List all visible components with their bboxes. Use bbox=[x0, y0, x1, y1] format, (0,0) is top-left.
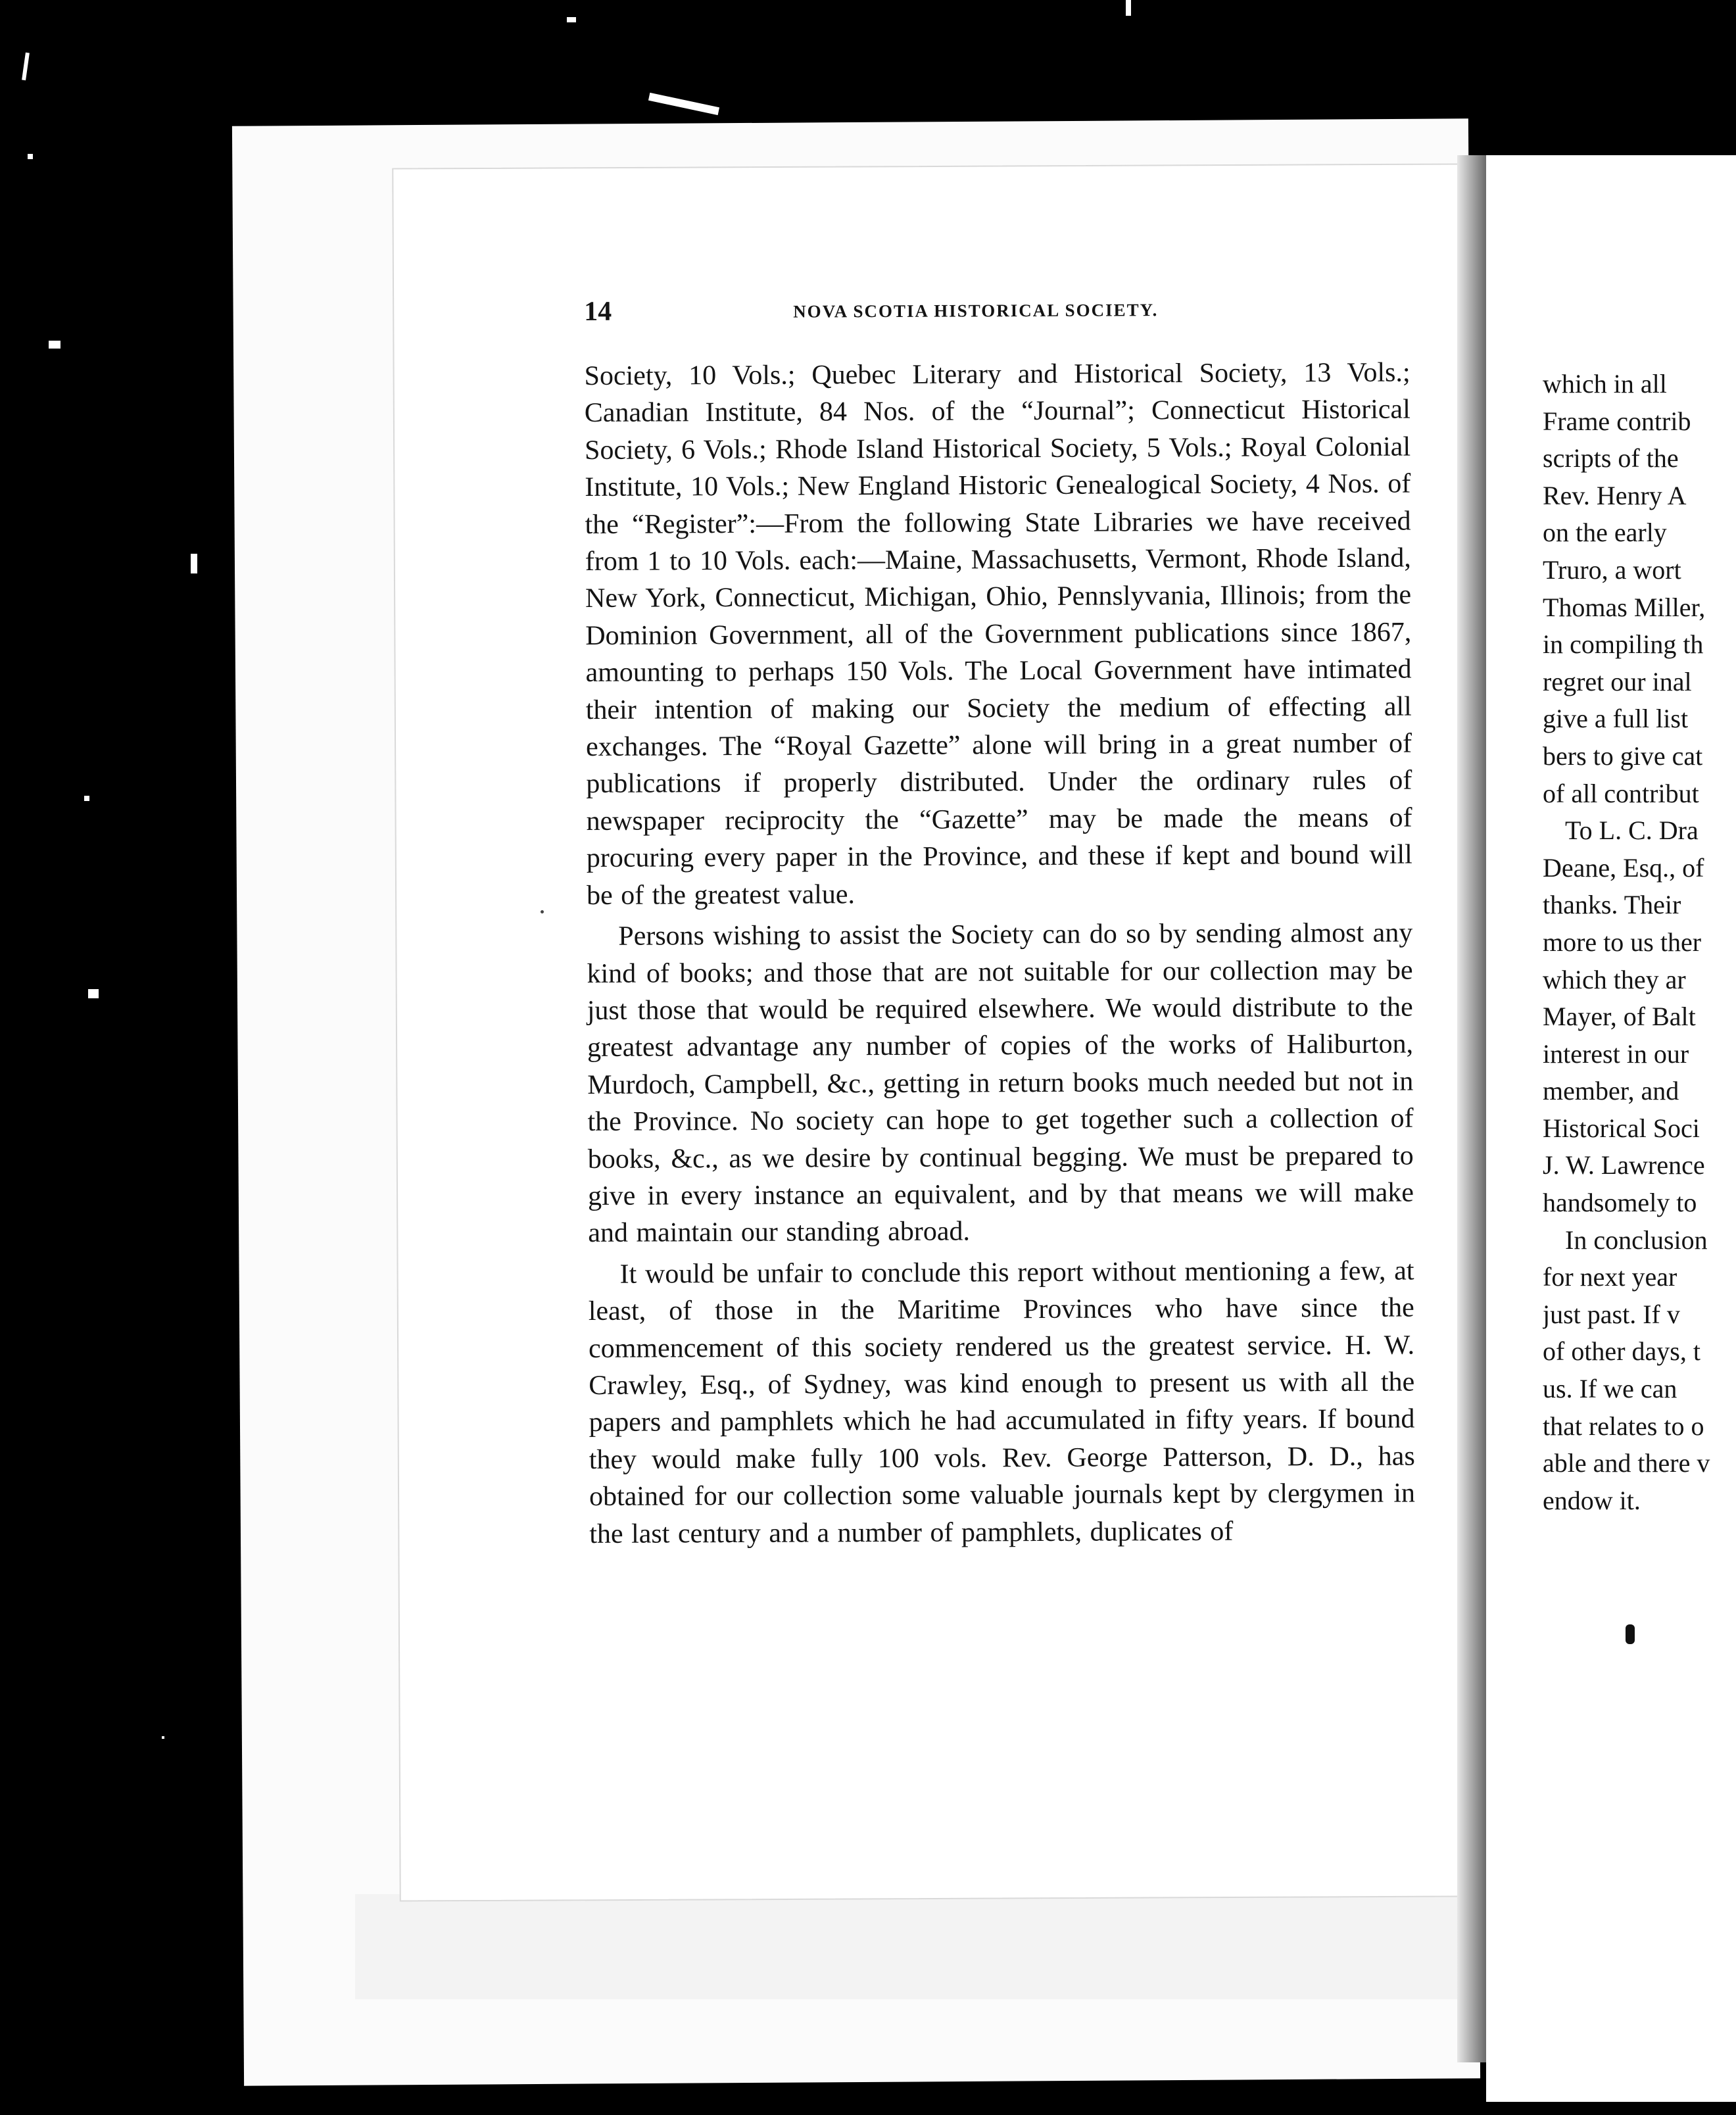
text-line: Truro, a wort bbox=[1543, 554, 1681, 585]
text-line: able and there v bbox=[1543, 1448, 1710, 1478]
paragraph: Society, 10 Vols.; Quebec Literary and Historical Society, 13 Vols.; Canadian Institute, 84 Nos. of the “Journal”; Connecticut Historical Society, 6 Vols.; Rhode Island Historical Society, 5 Vols.; Royal Colonial Institute, 10 Vols.; New England Historic Genealogical Society, 4 Nos. of the “Register”:—From the following State Libraries we have received from 1 to 10 Vols. each:—Maine, Massachusetts, Vermont, Rhode Island, New York, Connecticut, Michigan, Ohio, Pennslyvania, Illinois; from the Dominion Government, all of the Government publications since 1867, amounting to perhaps 150 Vols. The Local Government have intimated their intention of making our Society the medium of effecting all exchanges. The “Royal Gazette” alone will bring in a great number of publications if properly distributed. Under the ordinary rules of newspaper reciprocity the “Gazette” may be made the means of procuring every paper in the Province, and these if kept and bound will be of the greatest value. bbox=[584, 357, 1412, 911]
scan-speck bbox=[567, 17, 576, 22]
ink-dot bbox=[541, 910, 544, 913]
scan-speck bbox=[648, 93, 719, 115]
text-line: handsomely to bbox=[1543, 1188, 1697, 1218]
text-line: endow it. bbox=[1543, 1485, 1641, 1515]
text-line: for next year bbox=[1543, 1262, 1677, 1292]
paragraph: Persons wishing to assist the Society can do so by sending almost any kind of books; and those that are not suitable for our collection may be just those that would be required elsewhere. We would distribute to the greatest advantage any number of copies of the works of Haliburton, Murdoch, Campbell, &c., getting in return books much needed but not in the Province. No society can hope to get together such a collection of books, &c., as we desire by continual begging. We must be prepared to give in every instance an equivalent, and by that means we will make and maintain our standing abroad. bbox=[587, 917, 1414, 1249]
text-line: which in all bbox=[1543, 369, 1667, 399]
text-line: bers to give cat bbox=[1543, 741, 1703, 771]
text-line: regret our inal bbox=[1543, 666, 1692, 696]
scan-speck bbox=[191, 554, 197, 573]
left-page-text bbox=[584, 286, 1415, 1553]
text-line: thanks. Their bbox=[1543, 890, 1681, 920]
text-line: give a full list bbox=[1543, 704, 1689, 734]
scan-speck bbox=[84, 796, 89, 801]
text-line: on the early bbox=[1543, 518, 1667, 548]
text-line: in compiling th bbox=[1543, 629, 1704, 660]
text-line: which they ar bbox=[1543, 964, 1686, 994]
scan-speck bbox=[162, 1736, 164, 1739]
ink-blot bbox=[1626, 1624, 1635, 1644]
page-number: 14 bbox=[584, 296, 612, 327]
text-line: us. If we can bbox=[1543, 1374, 1677, 1404]
paragraph: It would be unfair to conclude this report without mentioning a few, at least, of those in the Maritime Provinces who have since the commencement of this society rendered us the greatest service. H. W. Crawley, Esq., of Sydney, was kind enough to present us with all the papers and pamphlets which he had accumulated in fifty years. If bound they would make fully 100 vols. Rev. George Patterson, D. D., has obtained for our collection some valuable journals kept by clergymen in the last century and a number of pamphlets, duplicates of bbox=[588, 1255, 1416, 1549]
text-line: of all contribut bbox=[1543, 778, 1699, 808]
text-line: just past. If v bbox=[1543, 1299, 1680, 1329]
scan-speck bbox=[1126, 0, 1131, 16]
text-line: member, and bbox=[1543, 1076, 1679, 1106]
text-line: Thomas Miller, bbox=[1543, 592, 1706, 622]
text-line: J. W. Lawrence bbox=[1543, 1150, 1705, 1180]
scan-speck bbox=[88, 989, 99, 998]
scan-speck bbox=[49, 341, 60, 349]
text-line: Rev. Henry A bbox=[1543, 480, 1687, 510]
text-line: scripts of the bbox=[1543, 443, 1679, 474]
right-page-text bbox=[1543, 366, 1736, 1519]
text-line: In conclusion bbox=[1565, 1225, 1708, 1255]
text-line: of other days, t bbox=[1543, 1336, 1700, 1367]
running-head: NOVA SCOTIA HISTORICAL SOCIETY. bbox=[793, 300, 1159, 322]
text-line: more to us ther bbox=[1543, 927, 1702, 957]
text-line: Mayer, of Balt bbox=[1543, 1002, 1696, 1032]
text-line: Historical Soci bbox=[1543, 1113, 1700, 1143]
text-line: interest in our bbox=[1543, 1038, 1689, 1069]
scan-speck bbox=[28, 154, 33, 159]
text-line: Frame contrib bbox=[1543, 406, 1691, 436]
page-header bbox=[584, 286, 1410, 335]
text-line: that relates to o bbox=[1543, 1411, 1704, 1441]
back-sheet-lower-edge bbox=[355, 1894, 1473, 1999]
scan-speck bbox=[22, 53, 30, 80]
text-line: Deane, Esq., of bbox=[1543, 852, 1704, 883]
text-line: To L. C. Dra bbox=[1565, 815, 1699, 846]
